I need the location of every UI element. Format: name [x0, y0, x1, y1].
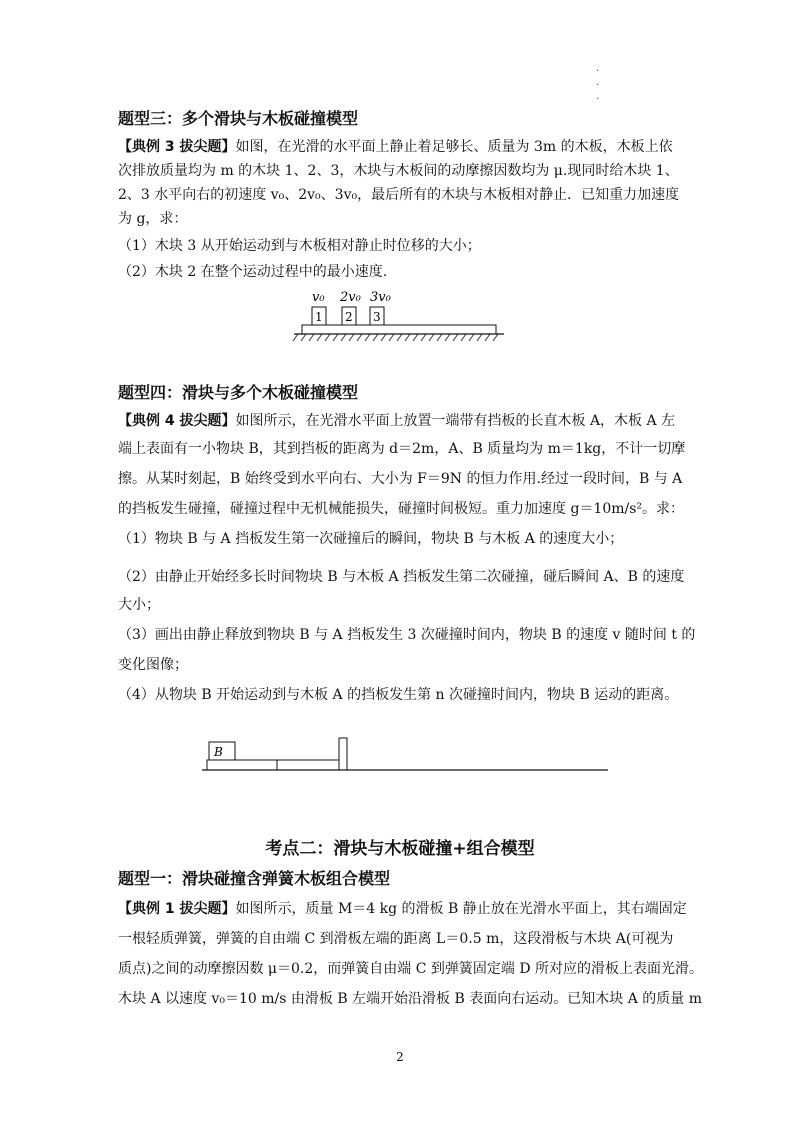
corner-dots: . . . — [596, 63, 600, 102]
section4-tag: 【典例 4 拔尖题】 — [118, 413, 236, 429]
section3-line-1: 次排放质量均为 m 的木块 1、2、3，木块与木板间的动摩擦因数均为 μ.现同时给木块 1、 — [118, 163, 679, 179]
section3-line-2: 2、3 水平向右的初速度 v₀、2v₀、3v₀，最后所有的木块与木板相对静止．已知重力加速度 — [118, 187, 680, 203]
board-stopper — [339, 738, 347, 770]
section4-question-2-cont: 大小； — [118, 597, 160, 613]
section4-question-3: （3）画出由静止释放到物块 B 与 A 挡板发生 3 次碰撞时间内，物块 B 的速度 v 随时间 t 的 — [118, 627, 696, 643]
section-t1-line-1: 一根轻质弹簧，弹簧的自由端 C 到滑板左端的距离 L＝0.5 m，这段滑板与木块 A(可视为 — [118, 931, 674, 947]
section-t1-tag: 【典例 1 拔尖题】 — [118, 901, 236, 917]
section4-question-1: （1）物块 B 与 A 挡板发生第一次碰撞后的瞬间，物块 B 与木板 A 的速度大小； — [118, 531, 624, 547]
section-t1-line-3: 木块 A 以速度 v₀＝10 m/s 由滑板 B 左端开始沿滑板 B 表面向右运动。已知木块 A 的质量 m — [118, 991, 702, 1007]
kaodian2-heading: 考点二：滑块与木板碰撞+组合模型 — [265, 839, 535, 859]
velocity-label-1: v₀ — [312, 290, 325, 305]
long-board — [302, 325, 496, 334]
block-3-label: 3 — [373, 310, 381, 324]
section-t1-line-2: 质点)之间的动摩擦因数 μ＝0.2，而弹簧自由端 C 到弹簧固定端 D 所对应的滑板上表面光滑。 — [118, 961, 704, 977]
section4-line-3: 的挡板发生碰撞，碰撞过程中无机械能损失，碰撞时间极短。重力加速度 g＝10m/s²。求： — [118, 501, 685, 517]
ground-hatching — [293, 334, 498, 341]
velocity-label-3: 3v₀ — [370, 290, 391, 305]
section4-line-0: 【典例 4 拔尖题】如图所示，在光滑水平面上放置一端带有挡板的长直木板 A，木板 A 左 — [118, 413, 676, 429]
section-t1-heading: 题型一：滑块碰撞含弹簧木板组合模型 — [118, 869, 391, 888]
page-number: 2 — [396, 1050, 404, 1064]
section4-line-1: 端上表面有一小物块 B，其到挡板的距离为 d＝2m，A、B 质量均为 m＝1kg，不计一切摩 — [118, 441, 686, 457]
section3-line-3: 为 g，求： — [118, 211, 188, 227]
section3-line-0: 【典例 3 拔尖题】如图，在光滑的水平面上静止着足够长、质量为 3m 的木板，木板上依 — [118, 139, 673, 155]
board-right-part — [277, 760, 339, 770]
section4-question-4: （4）从物块 B 开始运动到与木板 A 的挡板发生第 n 次碰撞时间内，物块 B 运动的距离。 — [118, 687, 679, 703]
velocity-label-2: 2v₀ — [340, 290, 361, 305]
section3-heading: 题型三：多个滑块与木板碰撞模型 — [118, 109, 359, 128]
section3-question-1: （1）木块 3 从开始运动到与木板相对静止时位移的大小； — [118, 238, 481, 254]
block-b-label: B — [214, 745, 223, 759]
section4-question-3-cont: 变化图像； — [118, 657, 188, 673]
section4-question-2: （2）由静止开始经多长时间物块 B 与木板 A 挡板发生第二次碰撞，碰后瞬间 A、B 的速度 — [118, 569, 685, 585]
section4-line-2: 擦。从某时刻起，B 始终受到水平向右、大小为 F＝9N 的恒力作用.经过一段时间，B 与 A — [118, 471, 683, 487]
section4-figure — [200, 732, 610, 780]
section3-figure — [290, 285, 510, 347]
board-left-part — [207, 760, 277, 770]
section3-question-2: （2）木块 2 在整个运动过程中的最小速度. — [118, 264, 388, 280]
section4-heading: 题型四：滑块与多个木板碰撞模型 — [118, 383, 359, 402]
section3-tag: 【典例 3 拔尖题】 — [118, 139, 236, 155]
block-1-label: 1 — [315, 310, 323, 324]
section-t1-line-0: 【典例 1 拔尖题】如图所示，质量 M＝4 kg 的滑板 B 静止放在光滑水平面上，其右端固定 — [118, 901, 687, 917]
block-2-label: 2 — [345, 310, 353, 324]
